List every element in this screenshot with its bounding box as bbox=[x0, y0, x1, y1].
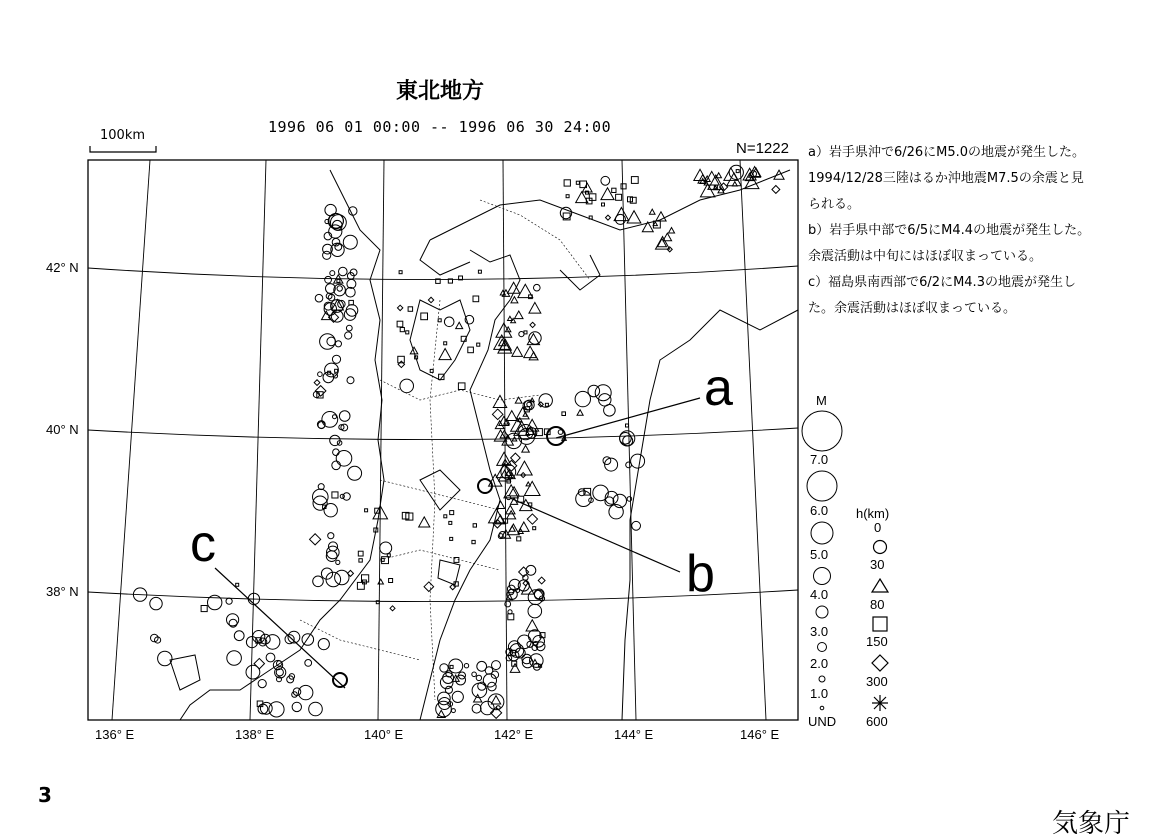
event-marker bbox=[612, 188, 616, 192]
event-marker bbox=[346, 287, 356, 297]
lon-label-140: 140° E bbox=[364, 727, 404, 742]
event-marker bbox=[519, 332, 524, 337]
event-marker bbox=[359, 559, 362, 562]
event-marker bbox=[566, 195, 569, 198]
event-marker bbox=[444, 515, 447, 518]
event-marker bbox=[491, 696, 500, 704]
event-marker bbox=[529, 302, 541, 313]
event-marker bbox=[398, 361, 404, 367]
lat-label-38: 38° N bbox=[46, 584, 79, 599]
event-marker bbox=[621, 184, 626, 189]
event-marker bbox=[575, 391, 590, 406]
map-frame bbox=[88, 160, 798, 720]
event-marker bbox=[452, 691, 463, 702]
event-marker bbox=[508, 614, 514, 620]
event-marker bbox=[456, 322, 463, 328]
page-number: 3 bbox=[38, 783, 52, 807]
event-marker bbox=[378, 579, 383, 584]
event-marker bbox=[318, 639, 329, 650]
major-event-marker bbox=[333, 673, 347, 687]
event-marker bbox=[358, 551, 363, 556]
event-marker bbox=[456, 675, 466, 685]
event-marker bbox=[397, 305, 402, 310]
event-marker bbox=[630, 197, 636, 203]
event-marker bbox=[523, 413, 527, 417]
map-title: 東北地方 bbox=[395, 79, 484, 104]
event-marker bbox=[150, 597, 162, 609]
event-marker bbox=[339, 411, 350, 422]
event-marker bbox=[500, 290, 505, 295]
event-marker bbox=[201, 606, 207, 612]
event-marker bbox=[292, 702, 301, 711]
event-marker bbox=[631, 177, 638, 184]
event-marker bbox=[526, 620, 538, 631]
lat-label-40: 40° N bbox=[46, 422, 79, 437]
note-line: b）岩手県中部で6/5にM4.4の地震が発生した。 bbox=[808, 223, 1091, 238]
coastline bbox=[170, 170, 798, 720]
event-marker bbox=[349, 207, 357, 215]
event-marker bbox=[736, 170, 739, 173]
event-marker bbox=[515, 397, 522, 403]
event-marker bbox=[236, 583, 239, 586]
event-marker bbox=[406, 331, 409, 334]
event-marker bbox=[302, 634, 314, 646]
event-marker bbox=[449, 521, 452, 524]
event-marker bbox=[309, 702, 323, 716]
event-marker bbox=[450, 537, 453, 540]
magnitude-label: 2.0 bbox=[810, 656, 829, 671]
event-marker bbox=[534, 284, 541, 291]
note-line: た。余震活動はほぼ収まっている。 bbox=[808, 301, 1017, 316]
event-marker bbox=[524, 481, 540, 495]
depth-label: 30 bbox=[870, 557, 885, 572]
event-marker bbox=[529, 503, 532, 506]
event-marker bbox=[527, 402, 531, 406]
event-marker bbox=[593, 485, 609, 501]
magnitude-label: UND bbox=[808, 714, 837, 729]
seismic-events bbox=[133, 165, 784, 718]
event-marker bbox=[450, 665, 453, 668]
event-marker bbox=[506, 411, 517, 421]
event-marker bbox=[589, 194, 596, 201]
event-marker bbox=[508, 641, 520, 653]
depth-legend-title: h(km) bbox=[856, 506, 890, 521]
event-marker bbox=[365, 509, 368, 512]
event-marker bbox=[421, 313, 428, 320]
prefecture-boundaries bbox=[300, 200, 590, 700]
magnitude-label: 4.0 bbox=[810, 587, 829, 602]
event-marker bbox=[511, 297, 518, 303]
event-marker bbox=[327, 337, 336, 346]
event-marker bbox=[589, 216, 592, 219]
event-marker bbox=[323, 372, 334, 383]
event-marker bbox=[601, 176, 610, 185]
event-marker bbox=[348, 466, 362, 480]
event-marker bbox=[616, 194, 622, 200]
event-marker bbox=[492, 661, 501, 670]
event-marker bbox=[339, 267, 348, 276]
event-marker bbox=[330, 271, 335, 276]
event-marker bbox=[400, 379, 414, 393]
event-marker bbox=[340, 494, 344, 498]
event-marker bbox=[428, 297, 433, 302]
event-marker bbox=[700, 184, 714, 197]
event-marker bbox=[472, 683, 487, 698]
event-marker bbox=[226, 598, 232, 604]
magnitude-label: 3.0 bbox=[810, 624, 829, 639]
event-marker bbox=[472, 672, 477, 677]
lon-label-138: 138° E bbox=[235, 727, 275, 742]
magnitude-label: 1.0 bbox=[810, 686, 829, 701]
event-marker bbox=[313, 489, 329, 505]
event-marker bbox=[512, 347, 523, 357]
event-marker bbox=[477, 343, 480, 346]
event-marker bbox=[458, 383, 465, 390]
note-line: 余震活動は中旬にはほぼ収まっている。 bbox=[808, 249, 1043, 264]
event-marker bbox=[269, 702, 284, 717]
event-marker bbox=[468, 347, 474, 353]
event-marker bbox=[336, 560, 340, 564]
event-marker bbox=[473, 524, 476, 527]
event-marker bbox=[438, 319, 441, 322]
event-marker bbox=[586, 191, 589, 194]
event-marker bbox=[524, 346, 537, 357]
magnitude-legend-title: M bbox=[816, 393, 827, 408]
event-marker bbox=[266, 653, 275, 662]
event-marker bbox=[258, 680, 266, 688]
annotation-c: c bbox=[190, 515, 216, 573]
event-marker bbox=[333, 415, 337, 419]
event-marker bbox=[314, 380, 320, 386]
event-marker bbox=[528, 604, 542, 618]
event-marker bbox=[335, 570, 349, 584]
depth-label: 150 bbox=[866, 634, 888, 649]
event-marker bbox=[454, 558, 459, 563]
scale-bar-label: 100km bbox=[100, 128, 146, 143]
event-marker bbox=[227, 651, 242, 666]
event-marker bbox=[538, 577, 545, 584]
annotation-a: a bbox=[704, 359, 733, 417]
event-marker bbox=[376, 601, 379, 604]
event-marker bbox=[345, 332, 352, 339]
event-marker bbox=[254, 658, 264, 668]
event-marker bbox=[562, 412, 566, 416]
event-marker bbox=[335, 369, 338, 372]
event-marker bbox=[451, 709, 455, 713]
event-marker bbox=[305, 660, 312, 667]
event-marker bbox=[333, 449, 340, 456]
event-marker bbox=[527, 514, 537, 524]
event-marker bbox=[522, 583, 535, 594]
event-marker bbox=[577, 410, 583, 415]
annotation-leaders bbox=[215, 398, 700, 688]
depth-label: 0 bbox=[874, 520, 882, 535]
event-marker bbox=[716, 173, 722, 178]
event-marker bbox=[478, 270, 481, 273]
event-marker bbox=[444, 342, 447, 345]
event-marker bbox=[332, 461, 341, 470]
event-marker bbox=[440, 664, 448, 672]
magnitude-label: 6.0 bbox=[810, 503, 829, 518]
event-marker bbox=[325, 276, 332, 283]
event-marker bbox=[668, 228, 674, 233]
event-marker bbox=[424, 582, 434, 592]
event-marker bbox=[649, 209, 655, 214]
event-marker bbox=[517, 537, 521, 541]
event-marker bbox=[380, 542, 392, 554]
event-marker bbox=[545, 403, 548, 406]
event-marker bbox=[518, 284, 533, 297]
event-marker bbox=[527, 641, 533, 647]
event-marker bbox=[322, 412, 338, 428]
event-marker bbox=[507, 524, 519, 535]
event-marker bbox=[321, 568, 332, 579]
event-marker bbox=[620, 433, 632, 445]
event-marker bbox=[439, 349, 451, 360]
event-marker bbox=[234, 631, 244, 641]
lon-label-142: 142° E bbox=[494, 727, 534, 742]
event-marker bbox=[227, 614, 239, 626]
event-marker bbox=[626, 424, 629, 427]
event-marker bbox=[430, 369, 433, 372]
event-marker bbox=[473, 296, 479, 302]
note-line: られる。 bbox=[808, 197, 861, 212]
event-marker bbox=[444, 317, 454, 327]
event-marker bbox=[605, 215, 610, 220]
event-marker bbox=[346, 305, 358, 317]
depth-label: 600 bbox=[866, 714, 888, 729]
event-marker bbox=[337, 279, 340, 282]
magnitude-label: 7.0 bbox=[810, 452, 829, 467]
event-marker bbox=[389, 579, 393, 583]
event-marker bbox=[450, 511, 454, 515]
lat-label-42: 42° N bbox=[46, 260, 79, 275]
event-marker bbox=[476, 675, 481, 680]
event-marker bbox=[332, 492, 338, 498]
event-marker bbox=[397, 321, 403, 327]
event-marker bbox=[508, 316, 513, 320]
event-marker bbox=[408, 307, 413, 312]
event-marker bbox=[265, 635, 280, 650]
event-marker bbox=[627, 497, 632, 502]
event-marker bbox=[472, 704, 481, 713]
scale-bar bbox=[90, 146, 156, 152]
note-line: 1994/12/28三陸はるか沖地震M7.5の余震と見 bbox=[808, 171, 1084, 186]
event-marker bbox=[310, 534, 321, 545]
event-marker bbox=[419, 517, 430, 527]
depth-label: 80 bbox=[870, 597, 885, 612]
event-marker bbox=[530, 322, 535, 327]
event-marker bbox=[576, 181, 579, 184]
event-marker bbox=[602, 203, 605, 206]
lon-label-144: 144° E bbox=[614, 727, 654, 742]
event-marker bbox=[509, 487, 519, 496]
event-marker bbox=[318, 372, 323, 377]
event-marker bbox=[522, 445, 530, 452]
time-period: 1996 06 01 00:00 -- 1996 06 30 24:00 bbox=[268, 118, 612, 136]
event-marker bbox=[346, 325, 352, 331]
event-marker bbox=[313, 576, 324, 587]
event-marker bbox=[332, 355, 340, 363]
event-marker bbox=[526, 482, 530, 486]
event-marker bbox=[655, 237, 669, 250]
event-marker bbox=[325, 363, 339, 377]
note-line: c）福島県南西部で6/2にM4.3の地震が発生し bbox=[808, 275, 1076, 290]
event-marker bbox=[390, 606, 395, 611]
event-marker bbox=[505, 601, 511, 607]
event-marker bbox=[335, 341, 341, 347]
event-count: N=1222 bbox=[736, 140, 789, 157]
event-marker bbox=[481, 701, 495, 715]
event-marker bbox=[449, 659, 463, 673]
event-marker bbox=[343, 235, 357, 249]
event-marker bbox=[472, 540, 475, 543]
event-marker bbox=[400, 328, 404, 332]
event-marker bbox=[347, 377, 354, 384]
event-marker bbox=[772, 186, 780, 194]
note-line: a）岩手県沖で6/26にM5.0の地震が発生した。 bbox=[808, 145, 1086, 160]
event-marker bbox=[524, 331, 527, 334]
event-marker bbox=[246, 665, 260, 679]
event-marker bbox=[336, 451, 352, 467]
annotation-b: b bbox=[686, 545, 715, 603]
depth-label: 300 bbox=[866, 674, 888, 689]
event-marker bbox=[315, 294, 323, 302]
event-marker bbox=[464, 664, 468, 668]
event-marker bbox=[631, 454, 645, 468]
event-marker bbox=[328, 533, 334, 539]
event-marker bbox=[627, 211, 641, 223]
magnitude-label: 5.0 bbox=[810, 547, 829, 562]
event-marker bbox=[477, 661, 487, 671]
event-marker bbox=[564, 180, 570, 186]
lon-label-136: 136° E bbox=[95, 727, 135, 742]
event-marker bbox=[517, 461, 532, 475]
event-marker bbox=[382, 557, 389, 564]
event-marker bbox=[533, 527, 536, 530]
event-marker bbox=[399, 271, 402, 274]
event-marker bbox=[632, 521, 641, 530]
longitude-lines bbox=[112, 160, 766, 720]
agency-name: 気象庁 bbox=[1052, 809, 1131, 839]
event-marker bbox=[492, 409, 503, 420]
lon-label-146: 146° E bbox=[740, 727, 780, 742]
event-marker bbox=[514, 311, 523, 319]
event-marker bbox=[337, 286, 342, 291]
event-marker bbox=[528, 630, 541, 643]
event-marker bbox=[158, 651, 172, 665]
